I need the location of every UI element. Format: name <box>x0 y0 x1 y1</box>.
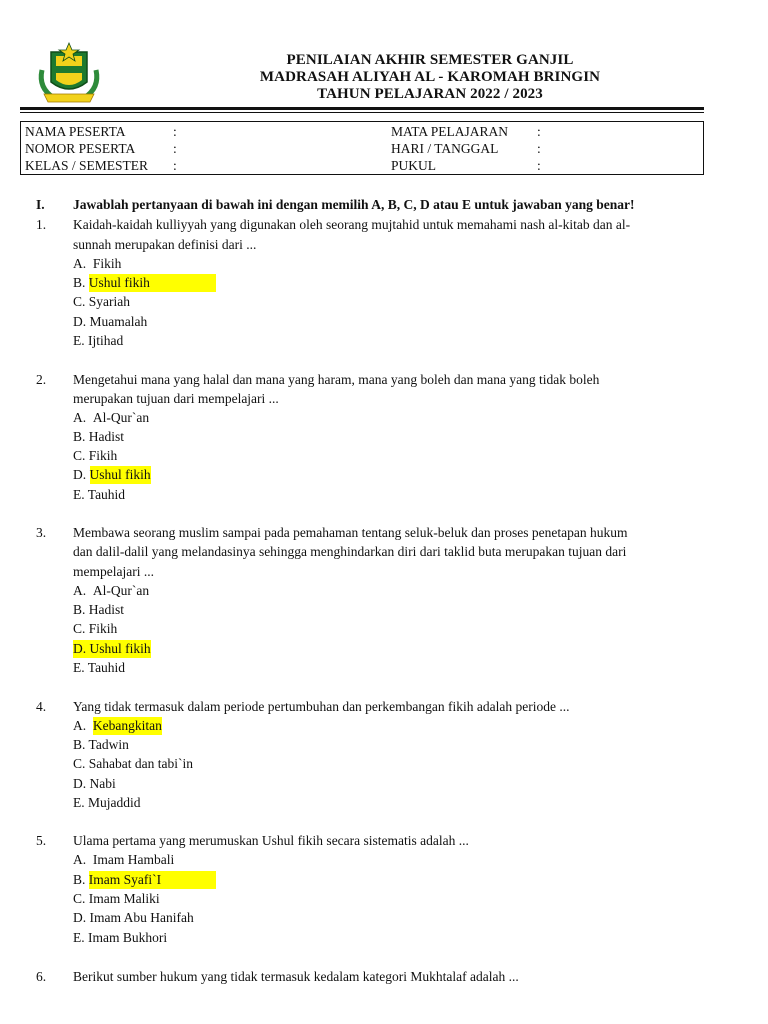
label-nama-peserta: NAMA PESERTA <box>25 124 126 139</box>
identity-row <box>21 140 703 158</box>
option-c: C. Fikih <box>73 621 118 636</box>
option-e: E. Tauhid <box>73 487 126 502</box>
question-text: dan dalil-dalil yang melandasinya sehingga menghindarkan diri dari taklid buta merupakan tujuan dari <box>73 544 627 559</box>
option-a: A. Imam Hambali <box>73 852 175 867</box>
question-text: mempelajari ... <box>73 564 154 579</box>
answer-highlight: Ushul fikih <box>89 274 216 292</box>
label-kelas-semester: KELAS / SEMESTER <box>25 158 149 173</box>
option-e: E. Ijtihad <box>73 333 124 348</box>
answer-highlight: Ushul fikih <box>89 467 151 482</box>
question-number: 2. <box>36 372 47 387</box>
question-number: 6. <box>36 969 47 984</box>
option-a: A. Fikih <box>73 256 122 271</box>
label-pukul: PUKUL <box>391 158 437 173</box>
exam-heading <box>160 52 700 103</box>
question-text: Ulama pertama yang merumuskan Ushul fikih secara sistematis adalah ... <box>73 833 469 848</box>
label-nomor-peserta: NOMOR PESERTA <box>25 141 136 156</box>
question-text: Mengetahui mana yang halal dan mana yang haram, mana yang boleh dan mana yang tidak boleh <box>73 372 600 387</box>
option-e: E. Imam Bukhori <box>73 930 168 945</box>
question-number: 5. <box>36 833 47 848</box>
option-b-answer: B. Imam Syafi`I <box>73 871 216 889</box>
option-d-answer: D. Ushul fikih <box>73 467 151 482</box>
option-d-answer <box>73 640 151 658</box>
question-number: 4. <box>36 699 47 714</box>
option-a: A. Al-Qur`an <box>73 410 150 425</box>
option-d: D. Nabi <box>73 776 116 791</box>
identity-row <box>21 157 703 175</box>
separator: : <box>537 141 541 156</box>
option-a-answer: A. Kebangkitan <box>73 718 162 733</box>
separator: : <box>173 158 177 173</box>
section-number: I. <box>36 197 45 212</box>
answer-highlight: D. Ushul fikih <box>73 641 151 656</box>
option-b: B. Hadist <box>73 602 125 617</box>
header-rule-thin <box>20 112 704 113</box>
option-e: E. Mujaddid <box>73 795 141 810</box>
question-text: sunnah merupakan definisi dari ... <box>73 237 257 252</box>
question-text: Berikut sumber hukum yang tidak termasuk kedalam kategori Mukhtalaf adalah ... <box>73 969 519 984</box>
option-c: C. Syariah <box>73 294 131 309</box>
separator: : <box>537 124 541 139</box>
school-logo <box>34 40 104 106</box>
option-b: B. Tadwin <box>73 737 129 752</box>
section-instruction: Jawablah pertanyaan di bawah ini dengan memilih A, B, C, D atau E untuk jawaban yang benar! <box>73 197 635 212</box>
heading-line-1: PENILAIAN AKHIR SEMESTER GANJIL <box>286 52 574 68</box>
heading-line-3: TAHUN PELAJARAN 2022 / 2023 <box>317 86 543 102</box>
question-number: 1. <box>36 217 47 232</box>
answer-highlight: Kebangkitan <box>92 718 162 733</box>
question-text: Yang tidak termasuk dalam periode pertumbuhan dan perkembangan fikih adalah periode ... <box>73 699 570 714</box>
separator: : <box>173 141 177 156</box>
option-c: C. Fikih <box>73 448 118 463</box>
option-b-answer: B. Ushul fikih <box>73 274 216 292</box>
question-text: merupakan tujuan dari mempelajari ... <box>73 391 279 406</box>
header-rule-thick <box>20 107 704 110</box>
option-c: C. Sahabat dan tabi`in <box>73 756 193 771</box>
option-d: D. Imam Abu Hanifah <box>73 910 194 925</box>
heading-line-2: MADRASAH ALIYAH AL - KAROMAH BRINGIN <box>259 69 601 85</box>
option-e: E. Tauhid <box>73 660 126 675</box>
question-text: Membawa seorang muslim sampai pada pemahaman tentang seluk-beluk dan proses penetapan hukum <box>73 525 628 540</box>
separator: : <box>173 124 177 139</box>
answer-highlight: Imam Syafi`I <box>89 871 216 889</box>
option-b: B. Hadist <box>73 429 125 444</box>
option-c: C. Imam Maliki <box>73 891 160 906</box>
identity-row <box>21 123 703 141</box>
option-a: A. Al-Qur`an <box>73 583 150 598</box>
label-hari-tanggal: HARI / TANGGAL <box>391 141 499 156</box>
question-number: 3. <box>36 525 47 540</box>
separator: : <box>537 158 541 173</box>
option-d: D. Muamalah <box>73 314 148 329</box>
identity-table <box>20 121 704 175</box>
label-mata-pelajaran: MATA PELAJARAN <box>391 124 509 139</box>
question-text: Kaidah-kaidah kulliyyah yang digunakan oleh seorang mujtahid untuk memahami nash al-kitab dan al- <box>73 217 631 232</box>
